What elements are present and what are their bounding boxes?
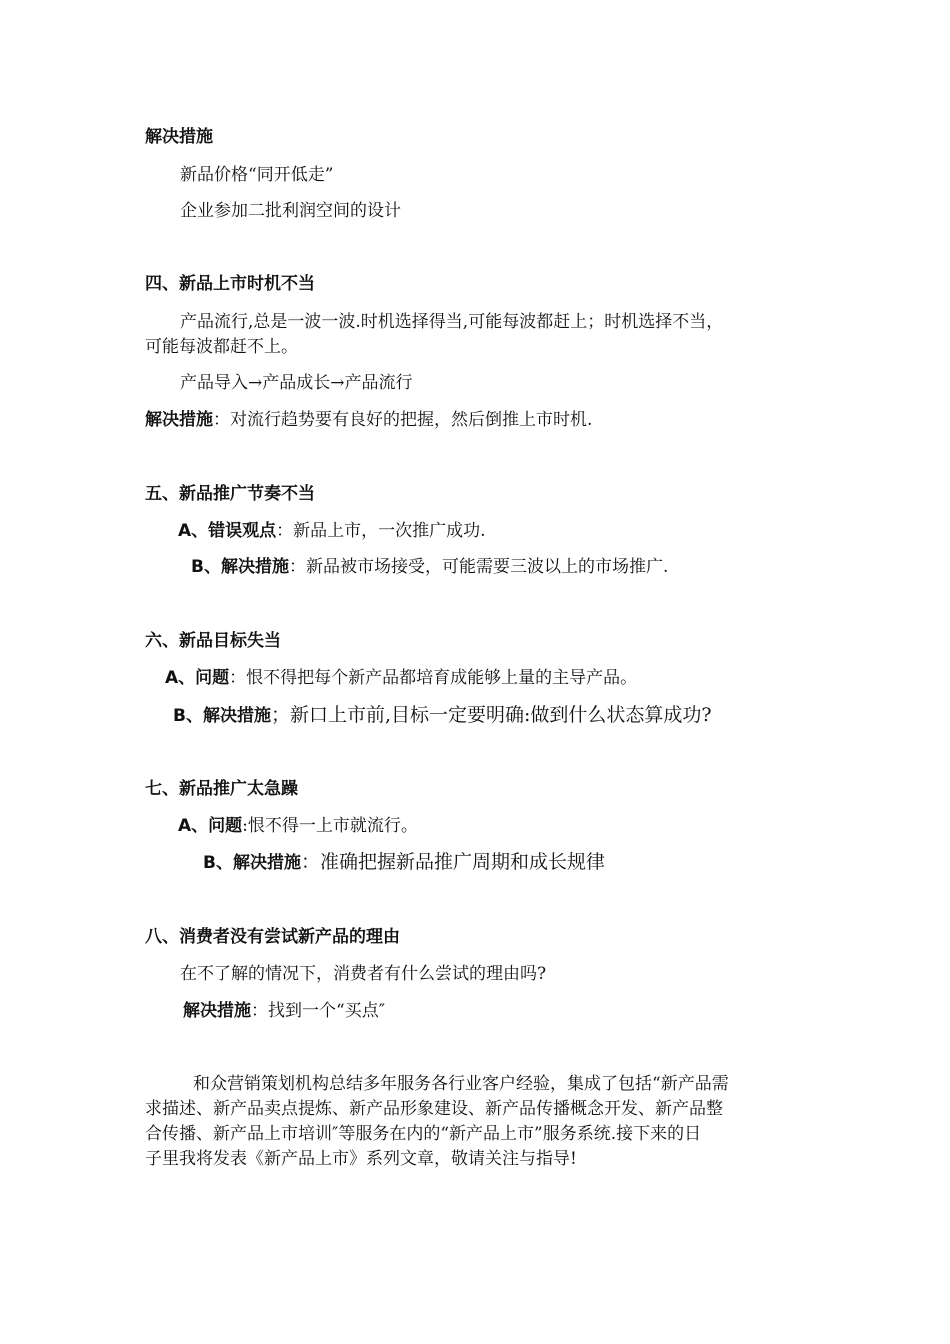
- section6-item-a: [165, 667, 637, 689]
- item-text: ：恨不得把每个新产品都培育成能够上量的主导产品。: [229, 668, 638, 688]
- section-heading-solution: 解决措施: [145, 127, 213, 147]
- solution-item-1: 新品价格“同开低走”: [180, 165, 334, 185]
- section6-item-b: [173, 704, 712, 727]
- item-label: 问题: [195, 668, 230, 688]
- closing-line-1: 和众营销策划机构总结多年服务各行业客户经验，集成了包括“新产品需: [193, 1074, 729, 1094]
- section4-flow: 产品导入→产品成长→产品流行: [180, 373, 413, 393]
- section-heading-7: 七、新品推广太急躁: [145, 779, 298, 799]
- item-prefix: B、: [173, 706, 203, 726]
- section7-item-a: [178, 815, 418, 837]
- section-heading-5: 五、新品推广节奏不当: [145, 484, 315, 504]
- solution-label: 解决措施: [145, 410, 213, 430]
- item-text: ：新品上市，一次推广成功.: [276, 521, 486, 541]
- item-text: :恨不得一上市就流行。: [242, 816, 418, 836]
- solution-text: ：对流行趋势要有良好的把握，然后倒推上市时机.: [213, 410, 593, 430]
- section4-solution: [145, 409, 592, 431]
- section8-question: 在不了解的情况下，消费者有什么尝试的理由吗?: [180, 964, 547, 984]
- item-label: 解决措施: [220, 557, 289, 577]
- section7-item-b: [203, 851, 605, 874]
- item-text: ：新品被市场接受，可能需要三波以上的市场推广.: [288, 557, 669, 577]
- section-heading-4: 四、新品上市时机不当: [145, 274, 315, 294]
- solution-text: ：找到一个“买点″: [251, 1001, 386, 1021]
- item-text: ：准确把握新品推广周期和成长规律: [300, 851, 605, 873]
- item-label: 错误观点: [208, 521, 277, 541]
- item-prefix: A、: [178, 521, 209, 541]
- item-label: 解决措施: [202, 706, 271, 726]
- item-label: 解决措施: [232, 853, 301, 873]
- item-prefix: B、: [191, 557, 221, 577]
- item-prefix: A、: [178, 816, 209, 836]
- section4-para-line2: 可能每波都赶不上。: [145, 337, 298, 357]
- section8-solution: [183, 1000, 385, 1022]
- section5-item-b: [191, 556, 668, 578]
- section-heading-6: 六、新品目标失当: [145, 631, 281, 651]
- section4-para-line1: 产品流行,总是一波一波.时机选择得当,可能每波都赶上；时机选择不当，: [180, 312, 724, 332]
- item-prefix: B、: [203, 853, 233, 873]
- closing-line-3: 合传播、新产品上市培训″等服务在内的“新产品上市”服务系统.接下来的日: [145, 1124, 702, 1144]
- item-prefix: A、: [165, 668, 196, 688]
- closing-line-4: 子里我将发表《新产品上市》系列文章，敬请关注与指导!: [145, 1149, 577, 1169]
- solution-label: 解决措施: [183, 1001, 251, 1021]
- section5-item-a: [178, 520, 486, 542]
- solution-item-2: 企业参加二批利润空间的设计: [180, 201, 401, 221]
- closing-line-2: 求描述、新产品卖点提炼、新产品形象建设、新产品传播概念开发、新产品整: [145, 1099, 723, 1119]
- item-text: ；新口上市前,目标一定要明确:做到什么状态算成功?: [270, 704, 712, 726]
- section-heading-8: 八、消费者没有尝试新产品的理由: [145, 927, 400, 947]
- item-label: 问题: [208, 816, 243, 836]
